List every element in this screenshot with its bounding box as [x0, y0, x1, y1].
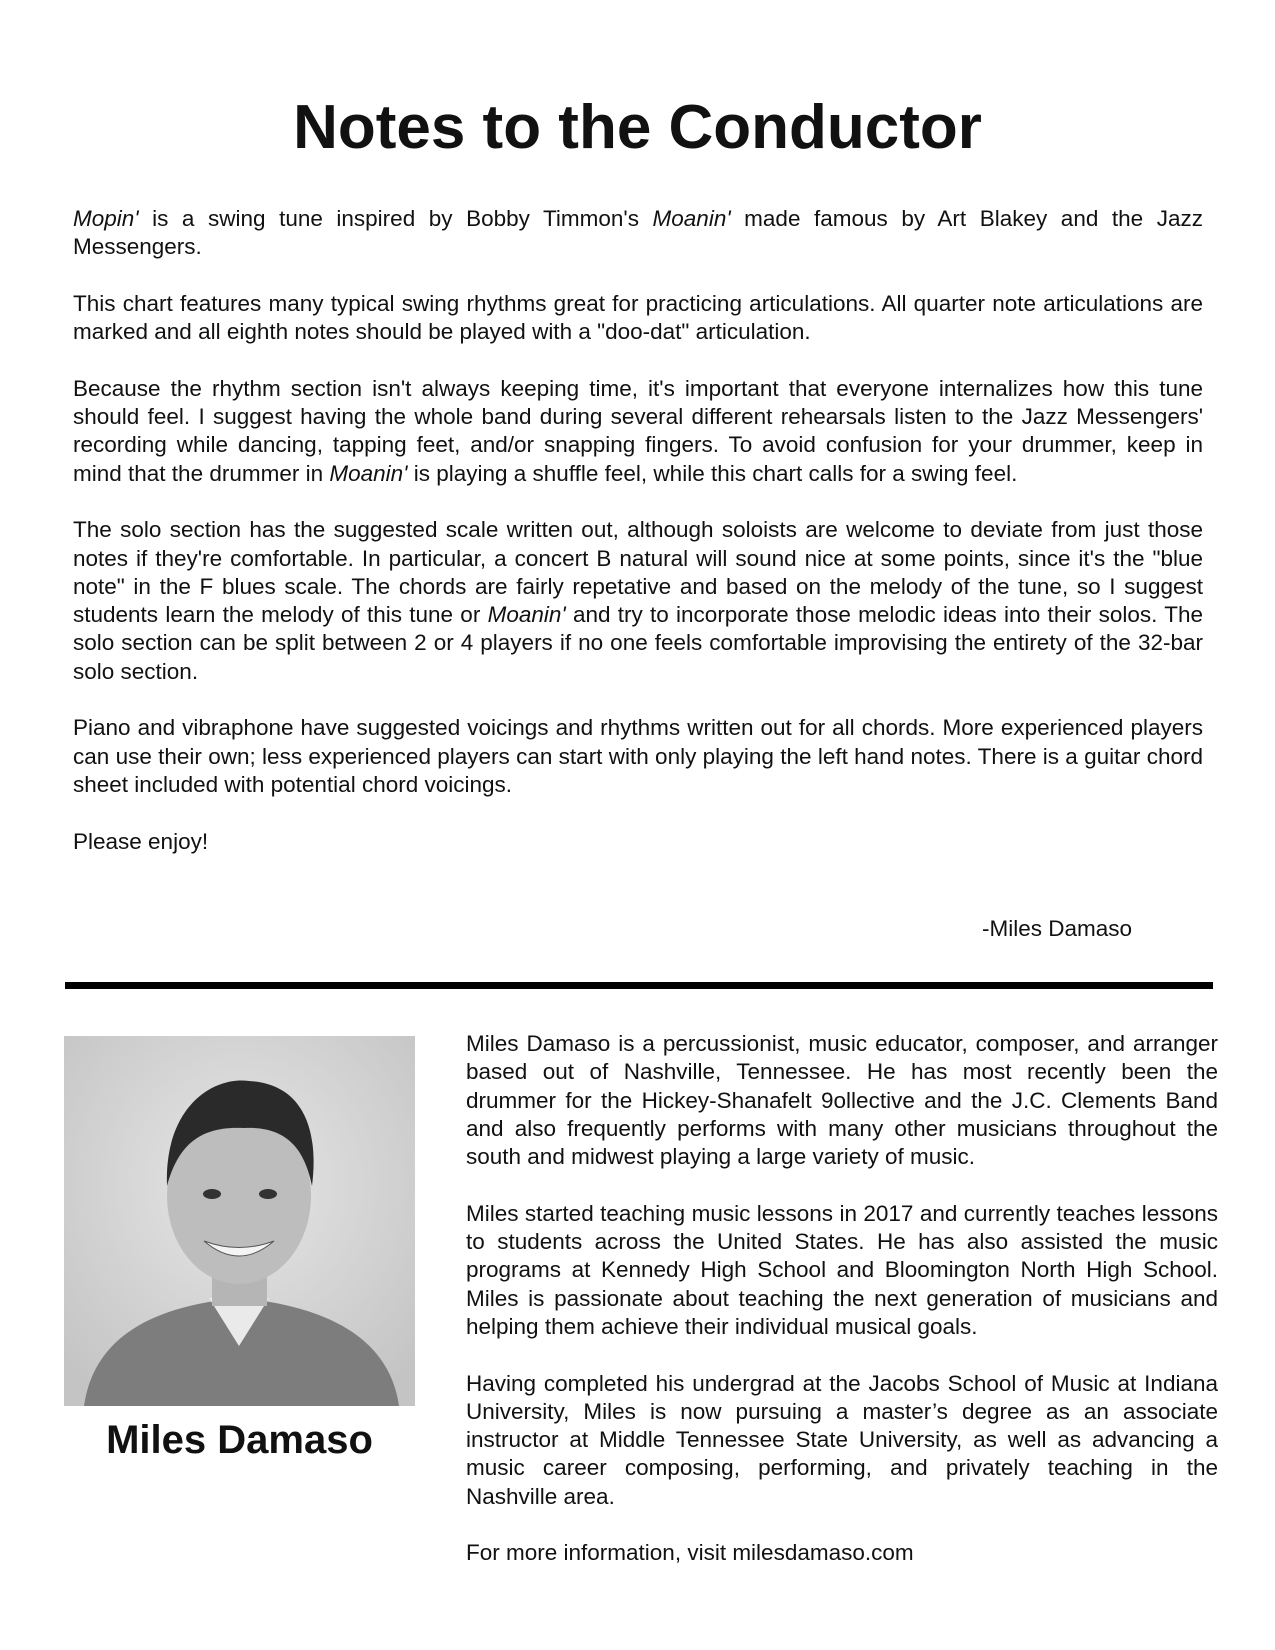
divider — [65, 982, 1213, 989]
tune-title: Mopin' — [73, 206, 139, 231]
notes-paragraph — [73, 516, 1203, 686]
notes-paragraph — [73, 375, 1203, 488]
notes-paragraph: Please enjoy! — [73, 828, 209, 854]
author-name: Miles Damaso — [106, 1418, 373, 1462]
notes-paragraph: Piano and vibraphone have suggested voicings and rhythms written out for all chords. More experienced players can use their own; less experienced players can start with only playing the left hand notes. There is a guitar chord sheet included with potential chord voicings. — [73, 715, 1203, 797]
bio-paragraph: Miles started teaching music lessons in 2017 and currently teaches lessons to students across the United States. He has also assisted the music programs at Kennedy High School and Bloomington North High School. Miles is passionate about teaching the next generation of musicians and helping them achieve their individual musical goals. — [466, 1200, 1218, 1339]
notes-paragraph — [73, 205, 1203, 262]
text: Because the rhythm section isn't always keeping time, it's important that everyone internalizes how this tune should feel. I suggest having the whole band during several different rehearsals listen to the Jazz Messengers' recording while dancing, tapping feet, and/or snapping fingers. To avoid confusion for your drummer, keep in mind that the drummer in — [73, 375, 1203, 486]
author-photo — [64, 1036, 415, 1406]
bio-paragraph: Miles Damaso is a percussionist, music educator, composer, and arranger based out of Nashville, Tennessee. He has most recently been the drummer for the Hickey-Shanafelt 9ollective and the J.C. Clements Band and also frequently performs with many other musicians throughout the south and midwest playing a large variety of music. — [466, 1031, 1218, 1170]
notes-paragraph: This chart features many typical swing rhythms great for practicing articulations. All quarter note articulations are marked and all eighth notes should be played with a "doo-dat" articulation. — [73, 290, 1203, 345]
page-title: Notes to the Conductor — [293, 93, 982, 162]
conductor-notes — [73, 205, 1203, 884]
text: is a swing tune inspired by Bobby Timmon's — [138, 206, 653, 231]
signature: -Miles Damaso — [982, 916, 1133, 941]
bio-paragraph: Having completed his undergrad at the Jacobs School of Music at Indiana University, Miles is now pursuing a master’s degree as an associate instructor at Middle Tennessee State University, as well as advancing a music career composing, performing, and privately teaching in the Nashville area. — [466, 1370, 1218, 1509]
text: made famous by Art Blakey and the Jazz Messengers. — [73, 206, 1203, 260]
text: is playing a shuffle feel, while this chart calls for a swing feel. — [407, 460, 1018, 486]
tune-title: Moanin' — [329, 460, 408, 486]
author-bio — [466, 1030, 1218, 1596]
bio-paragraph: For more information, visit milesdamaso.com — [466, 1540, 914, 1566]
tune-title: Moanin' — [487, 602, 566, 628]
text: and try to incorporate those melodic ideas into their solos. The solo section can be split between 2 or 4 players if no one feels comfortable improvising the entirety of the 32-bar solo section. — [73, 602, 1203, 684]
tune-title: Moanin' — [652, 206, 731, 231]
text: The solo section has the suggested scale written out, although soloists are welcome to deviate from just those notes if they're comfortable. In particular, a concert B natural will sound nice at some points, since it's the "blue note" in the F blues scale. The chords are fairly repetative and based on the melody of the tune, so I suggest students learn the melody of this tune or — [73, 517, 1203, 628]
